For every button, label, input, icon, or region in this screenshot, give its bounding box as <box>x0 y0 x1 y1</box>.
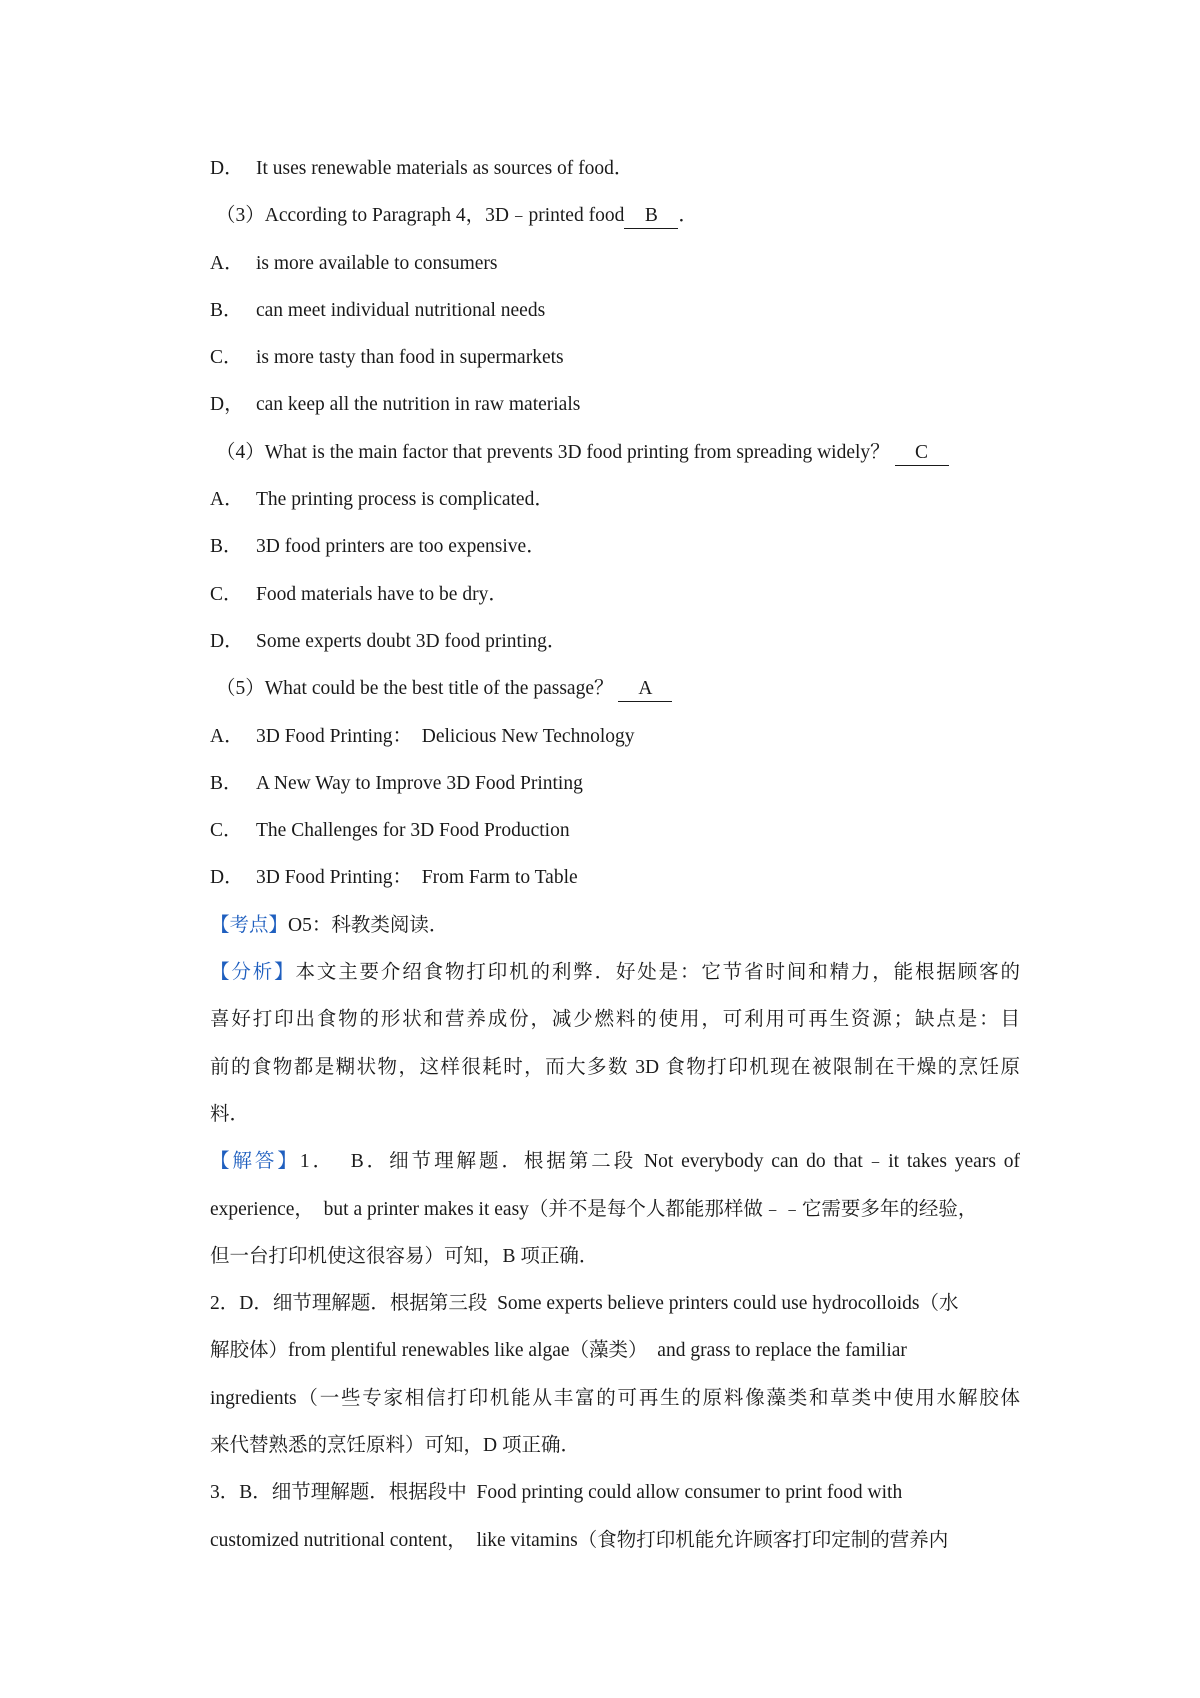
q4-option-c <box>210 578 1020 625</box>
option-text: The Challenges for 3D Food Production <box>256 820 570 842</box>
jieda-line: experience， but a printer makes it easy（并不是每个人都能那样做﹣﹣它需要多年的经验， <box>210 1198 978 1220</box>
option-text: is more available to consumers <box>256 252 498 274</box>
option-letter: D． <box>210 158 244 179</box>
q4-option-a <box>210 483 1020 530</box>
answer-blank: B <box>624 204 678 229</box>
jieda-line: 3．B．细节理解题．根据段中 Food printing could allow consumer to print food with <box>210 1482 903 1504</box>
option-text: Some experts doubt 3D food printing． <box>256 630 567 652</box>
question-3 <box>210 199 1020 246</box>
option-letter: D． <box>210 867 244 889</box>
option-letter: B． <box>210 536 243 558</box>
option-letter: B． <box>210 772 243 794</box>
fenxi-line: 喜好打印出食物的形状和营养成份，减少燃料的使用，可利用可再生资源；缺点是：目 <box>210 1009 1020 1031</box>
option-text: The printing process is complicated． <box>256 489 554 511</box>
q3-option-c <box>210 341 1020 388</box>
fenxi-line: 料． <box>210 1103 250 1125</box>
fenxi-tag: 【分析】 <box>210 962 296 984</box>
question-stem: （5）What could be the best title of the passage？ <box>216 678 614 700</box>
kaodian-tag: 【考点】 <box>210 914 289 936</box>
option-letter: C． <box>210 820 243 842</box>
option-text: It uses renewable materials as sources of food． <box>256 158 634 179</box>
option-letter: D． <box>210 630 244 652</box>
option-letter: A． <box>210 489 244 511</box>
option-text: A New Way to Improve 3D Food Printing <box>256 772 583 794</box>
q4-option-d <box>210 625 1020 672</box>
document-page <box>210 152 1020 1571</box>
option-text: 3D food printers are too expensive． <box>256 536 546 558</box>
option-text: 3D Food Printing： Delicious New Technology <box>256 725 635 747</box>
q4-option-b <box>210 530 1020 577</box>
q3-option-b <box>210 294 1020 341</box>
question-5 <box>210 672 1020 719</box>
jieda-line: customized nutritional content， like vitamins（食物打印机能允许顾客打印定制的营养内 <box>210 1529 949 1551</box>
kaodian-text: O5：科教类阅读． <box>288 914 449 936</box>
fenxi-line: 前的食物都是糊状物，这样很耗时，而大多数 3D 食物打印机现在被限制在干燥的烹饪原 <box>210 1056 1020 1078</box>
kaodian-section <box>210 909 1020 956</box>
jieda-line: 但一台打印机使这很容易）可知，B 项正确． <box>210 1245 599 1267</box>
option-letter: D， <box>210 394 244 416</box>
fenxi-text: 本文主要介绍食物打印机的利弊．好处是：它节省时间和精力，能根据顾客的 <box>295 962 1020 984</box>
option-text: 3D Food Printing： From Farm to Table <box>256 867 578 889</box>
answer-blank: A <box>618 677 672 702</box>
fenxi-line <box>210 956 1020 1003</box>
option-letter: A． <box>210 252 244 274</box>
option-text: can keep all the nutrition in raw materials <box>256 394 581 416</box>
q5-option-b <box>210 767 1020 814</box>
jieda-line <box>210 1145 1020 1192</box>
jieda-line: ingredients（一些专家相信打印机能从丰富的可再生的原料像藻类和草类中使用水解胶体 <box>210 1387 1020 1409</box>
question-stem: （3）According to Paragraph 4，3D﹣printed food <box>216 205 625 227</box>
option-text: can meet individual nutritional needs <box>256 299 546 321</box>
q3-option-d <box>210 388 1020 435</box>
option-text: is more tasty than food in supermarkets <box>256 347 564 369</box>
question-stem: （4）What is the main factor that prevents 3D food printing from spreading widely？ <box>216 441 890 463</box>
q5-option-a <box>210 720 1020 767</box>
jieda-line: 解胶体）from plentiful renewables like algae（藻类） and grass to replace the familiar <box>210 1340 907 1362</box>
q5-option-d <box>210 861 1020 908</box>
option-letter: B． <box>210 299 243 321</box>
q2-option-d <box>210 152 1020 199</box>
jieda-line: 来代替熟悉的烹饪原料）可知，D 项正确． <box>210 1435 580 1457</box>
option-letter: A． <box>210 725 244 747</box>
jieda-text: 1． B．细节理解题．根据第二段 Not everybody can do that﹣it takes years of <box>299 1151 1020 1173</box>
q5-option-c <box>210 814 1020 861</box>
q3-option-a <box>210 247 1020 294</box>
option-letter: C． <box>210 583 243 605</box>
answer-blank: C <box>895 441 949 466</box>
option-letter: C． <box>210 347 243 369</box>
jieda-tag: 【解答】 <box>210 1151 300 1173</box>
question-4 <box>210 436 1020 483</box>
question-end: ． <box>678 205 698 227</box>
jieda-line: 2．D．细节理解题．根据第三段 Some experts believe printers could use hydrocolloids（水 <box>210 1293 959 1315</box>
option-text: Food materials have to be dry． <box>256 583 508 605</box>
